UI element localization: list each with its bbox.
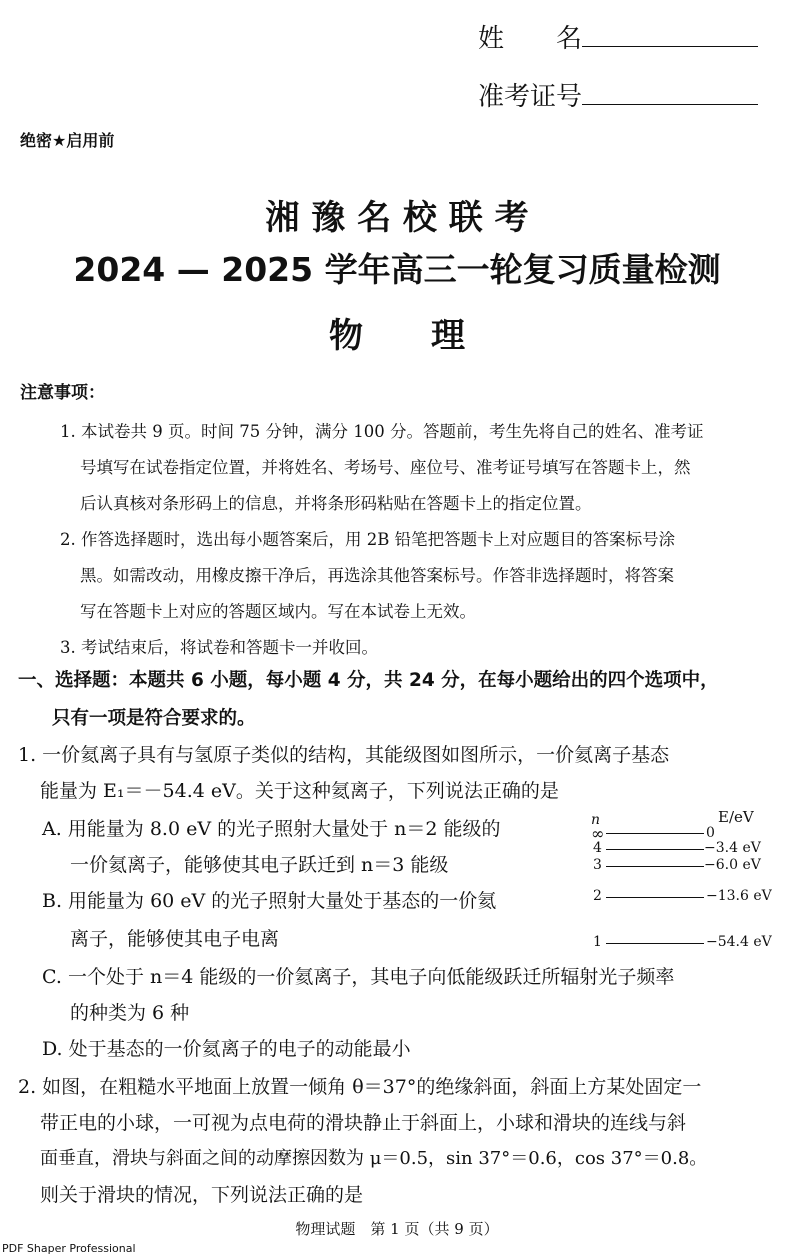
page-footer: 物理试题 第 1 页（共 9 页）	[295, 1220, 499, 1238]
exam-subtitle: 2024 — 2025 学年高三一轮复习质量检测	[73, 250, 721, 289]
exam-id-label: 准考证号	[478, 76, 758, 113]
q2-stem-b: 带正电的小球，一可视为点电荷的滑块静止于斜面上，小球和滑块的连线与斜	[40, 1112, 687, 1134]
name-field[interactable]	[582, 18, 758, 47]
level-line-4	[606, 849, 704, 850]
q1-stem-a: 1. 一价氦离子具有与氢原子类似的结构，其能级图如图所示，一价氦离子基态	[18, 744, 670, 766]
notice-list	[60, 414, 703, 666]
level-line-2	[606, 897, 704, 898]
q1-option-a: A. 用能量为 8.0 eV 的光子照射大量处于 n＝2 能级的	[42, 818, 501, 840]
level-e-2: −13.6 eV	[706, 888, 772, 904]
watermark-label: PDF Shaper Professional	[2, 1242, 136, 1255]
energy-level-diagram	[588, 808, 788, 958]
level-n-inf: ∞	[591, 824, 605, 843]
q2-stem-c: 面垂直，滑块与斜面之间的动摩擦因数为 μ＝0.5，sin 37°＝0.6，cos 37°＝0.8。	[40, 1148, 708, 1169]
notice-item-2a: 2. 作答选择题时，选出每小题答案后，用 2B 铅笔把答题卡上对应题目的答案标号涂	[60, 530, 676, 549]
q1-option-b-cont: 离子，能够使其电子电离	[70, 928, 280, 950]
exam-id-field[interactable]	[582, 76, 758, 105]
level-n-4: 4	[593, 840, 602, 856]
level-e-inf: 0	[706, 825, 715, 841]
q2-stem-a: 2. 如图，在粗糙水平地面上放置一倾角 θ＝37°的绝缘斜面，斜面上方某处固定一	[18, 1076, 702, 1098]
level-line-3	[606, 866, 704, 867]
notice-item-1c: 后认真核对条形码上的信息，并将条形码粘贴在答题卡上的指定位置。	[80, 494, 592, 513]
section-heading-line1: 一、选择题：本题共 6 小题，每小题 4 分，共 24 分，在每小题给出的四个选项中，	[18, 670, 719, 691]
level-e-3: −6.0 eV	[704, 857, 761, 873]
notice-item-3: 3. 考试结束后，将试卷和答题卡一并收回。	[60, 638, 378, 657]
diagram-energy-label: E/eV	[718, 808, 754, 826]
q1-option-d: D. 处于基态的一价氦离子的电子的动能最小	[42, 1038, 411, 1060]
level-line-inf	[606, 833, 704, 834]
q2-stem-d: 则关于滑块的情况，下列说法正确的是	[40, 1184, 364, 1206]
q1-option-b: B. 用能量为 60 eV 的光子照射大量处于基态的一价氦	[42, 890, 497, 912]
subject-title: 物 理	[329, 316, 465, 356]
notice-item-1b: 号填写在试卷指定位置，并将姓名、考场号、座位号、准考证号填写在答题卡上，然	[80, 458, 691, 477]
q1-option-c: C. 一个处于 n＝4 能级的一价氦离子，其电子向低能级跃迁所辐射光子频率	[42, 966, 675, 988]
level-n-1: 1	[593, 934, 602, 950]
section-heading-line2: 只有一项是符合要求的。	[52, 708, 256, 729]
notice-item-2b: 黑。如需改动，用橡皮擦干净后，再选涂其他答案标号。作答非选择题时，将答案	[80, 566, 674, 585]
q1-option-c-cont: 的种类为 6 种	[70, 1002, 190, 1024]
notice-heading: 注意事项：	[20, 383, 105, 403]
q1-stem-b: 能量为 E₁＝－54.4 eV。关于这种氦离子，下列说法正确的是	[40, 780, 559, 802]
level-n-2: 2	[593, 888, 602, 904]
notice-item-1a: 1. 本试卷共 9 页。时间 75 分钟，满分 100 分。答题前，考生先将自己的姓名、准考证	[60, 422, 704, 441]
level-n-3: 3	[593, 857, 602, 873]
level-e-4: −3.4 eV	[704, 840, 761, 856]
level-e-1: −54.4 eV	[706, 934, 772, 950]
exam-title: 湘 豫 名 校 联 考	[265, 198, 529, 238]
level-line-1	[606, 943, 704, 944]
notice-item-2c: 写在答题卡上对应的答题区域内。写在本试卷上无效。	[80, 602, 476, 621]
secret-label: 绝密★启用前	[20, 131, 115, 150]
q1-option-a-cont: 一价氦离子，能够使其电子跃迁到 n＝3 能级	[70, 854, 449, 876]
diagram-n-label: n	[591, 812, 601, 828]
name-label: 姓 名	[478, 18, 758, 55]
